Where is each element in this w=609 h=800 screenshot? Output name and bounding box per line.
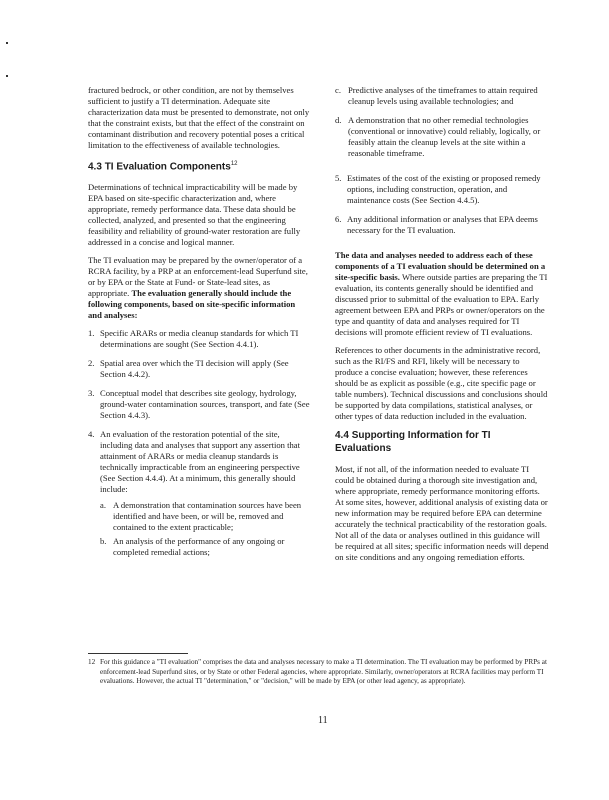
left-column <box>88 85 310 566</box>
heading-number: 4.3 <box>88 161 102 173</box>
footnote-number: 12 <box>88 658 96 666</box>
list-item: 4. An evaluation of the restoration potential of the site, including data and analyses that support any assertion that attainment of ARARs or media cleanup standards is technically impracticable from an engineering perspective (See Section 4.4.4). At a minimum, this generally should include: a. A demonstration that contamination sources have been identified and have been, or will be, removed and contained to the extent practicable; b. An analysis of the performance of any ongoing or completed remedial actions; <box>88 429 310 558</box>
paragraph-prepared-by <box>88 255 310 321</box>
sub-list-item: b. An analysis of the performance of any ongoing or completed remedial actions; <box>100 536 285 558</box>
section-heading-4-3 <box>88 158 310 173</box>
list-item: 6. Any additional information or analyses that EPA deems necessary for the TI evaluation. <box>335 214 538 235</box>
heading-number: 4.4 <box>335 430 349 441</box>
list-item: 3. Conceptual model that describes site geology, hydrology, ground-water contamination sources, transport, and fate (See Section 4.4.3). <box>88 388 310 421</box>
footnote-divider <box>88 653 188 654</box>
paragraph-references: References to other documents in the administrative record, such as the RI/FS and RFI, likely will be necessary to produce a concise evaluation; however, these references should be as explicit as possible (e.g., cite specific page or table numbers). Technical discussions and conclusions should be supported by data compilations, statistical analyses, or other types of data reduction included in the evaluation. <box>335 345 548 421</box>
sub-list-item: a. A demonstration that contamination sources have been identified and have been, or will be, removed and contained to the extent practicable; <box>100 500 302 533</box>
sub-list-continued <box>335 85 549 159</box>
heading-title: TI Evaluation Components <box>104 161 231 173</box>
sub-list-item: c. Predictive analyses of the timeframes to attain required cleanup levels using available technologies; and <box>335 85 538 106</box>
list-item: 5. Estimates of the cost of the existing or proposed remedy options, including construction, operation, and maintenance costs (See Section 4.4.5). <box>335 173 541 205</box>
prepared-plain-text: The TI evaluation may be prepared by the owner/operator of a RCRA facility, by a PRP at an enforcement-lead Superfund site, or by EPA or the State at Fund- or State-lead sites, as appropriate. <box>88 255 308 299</box>
heading-title: Supporting Information for TI Evaluations <box>335 430 491 454</box>
footnote-text: For this guidance a "TI evaluation" comprises the data and analyses necessary to make a TI determination. The TI evaluation may be performed by PRPs at enforcement-lead Superfund sites, or by State or other Federal agencies, where appropriate. Similarly, owner/operators at RCRA facilities may perform TI evaluations. However, the actual TI "determination," or "decision," will be made by EPA (or other lead agency, as appropriate). <box>100 658 547 685</box>
footnote-ref: 12 <box>230 161 238 167</box>
paragraph-fractured-bedrock: fractured bedrock, or other condition, are not by themselves sufficient to justify a TI determination. Adequate site characterization data must be presented to demonstrate, not only that the constraint exists, but that the effect of the constraint on contaminant distribution and recovery potential poses a critical limitation to the effectiveness of available technologies. <box>88 85 310 150</box>
paragraph-most-information: Most, if not all, of the information needed to evaluate TI could be obtained during a thorough site investigation and, where appropriate, remedy performance monitoring efforts. At some sites, however, additional analysis of existing data or new information may be required before EPA can determine accurately the technical practicability of the restoration goals. Not all of the data or analyses outlined in this guidance will be required at all sites; specific information needs will depend on site conditions and any ongoing remediation efforts. <box>335 464 549 562</box>
scan-speck <box>6 75 8 77</box>
paragraph-data-analyses <box>335 250 549 338</box>
sub-list <box>100 500 310 558</box>
page-number: 11 <box>318 715 328 726</box>
section-heading-4-4 <box>335 429 549 455</box>
right-column <box>335 85 549 570</box>
scan-speck <box>6 42 8 44</box>
prepared-bold-text: The evaluation generally should include the following components, based on site-specific information and analyses: <box>88 288 296 321</box>
component-list <box>88 328 310 558</box>
footnote <box>88 658 555 687</box>
data-bold-text: The data and analyses needed to address each of these components of a TI evaluation should be determined on a site-specific basis. <box>335 250 546 282</box>
sub-list-item: d. A demonstration that no other remedial technologies (conventional or innovative) could reliably, logically, or feasibly attain the cleanup levels at the site within a reasonable timeframe. <box>335 115 541 158</box>
list-item: 2. Spatial area over which the TI decision will apply (See Section 4.4.2). <box>88 358 289 380</box>
paragraph-determinations: Determinations of technical impracticability will be made by EPA based on site-specific characterization and, where appropriate, remedy performance data. These data should be collected, analyzed, and presented so that the engineering feasibility and reliability of ground-water restoration are fully addressed in a concise and logical manner. <box>88 182 301 248</box>
list-item: 1. Specific ARARs or media cleanup standards for which TI determinations are sought (See Section 4.4.1). <box>88 328 299 350</box>
component-list-continued <box>335 173 549 236</box>
data-plain-text: Where outside parties are preparing the TI evaluation, its contents generally should be identified and discussed prior to submittal of the evaluation to EPA. Early agreement between EPA and PRPs or owner/operators on the type and quantity of data and analyses required for TI decisions will promote efficient review of TI evaluations. <box>335 272 548 337</box>
